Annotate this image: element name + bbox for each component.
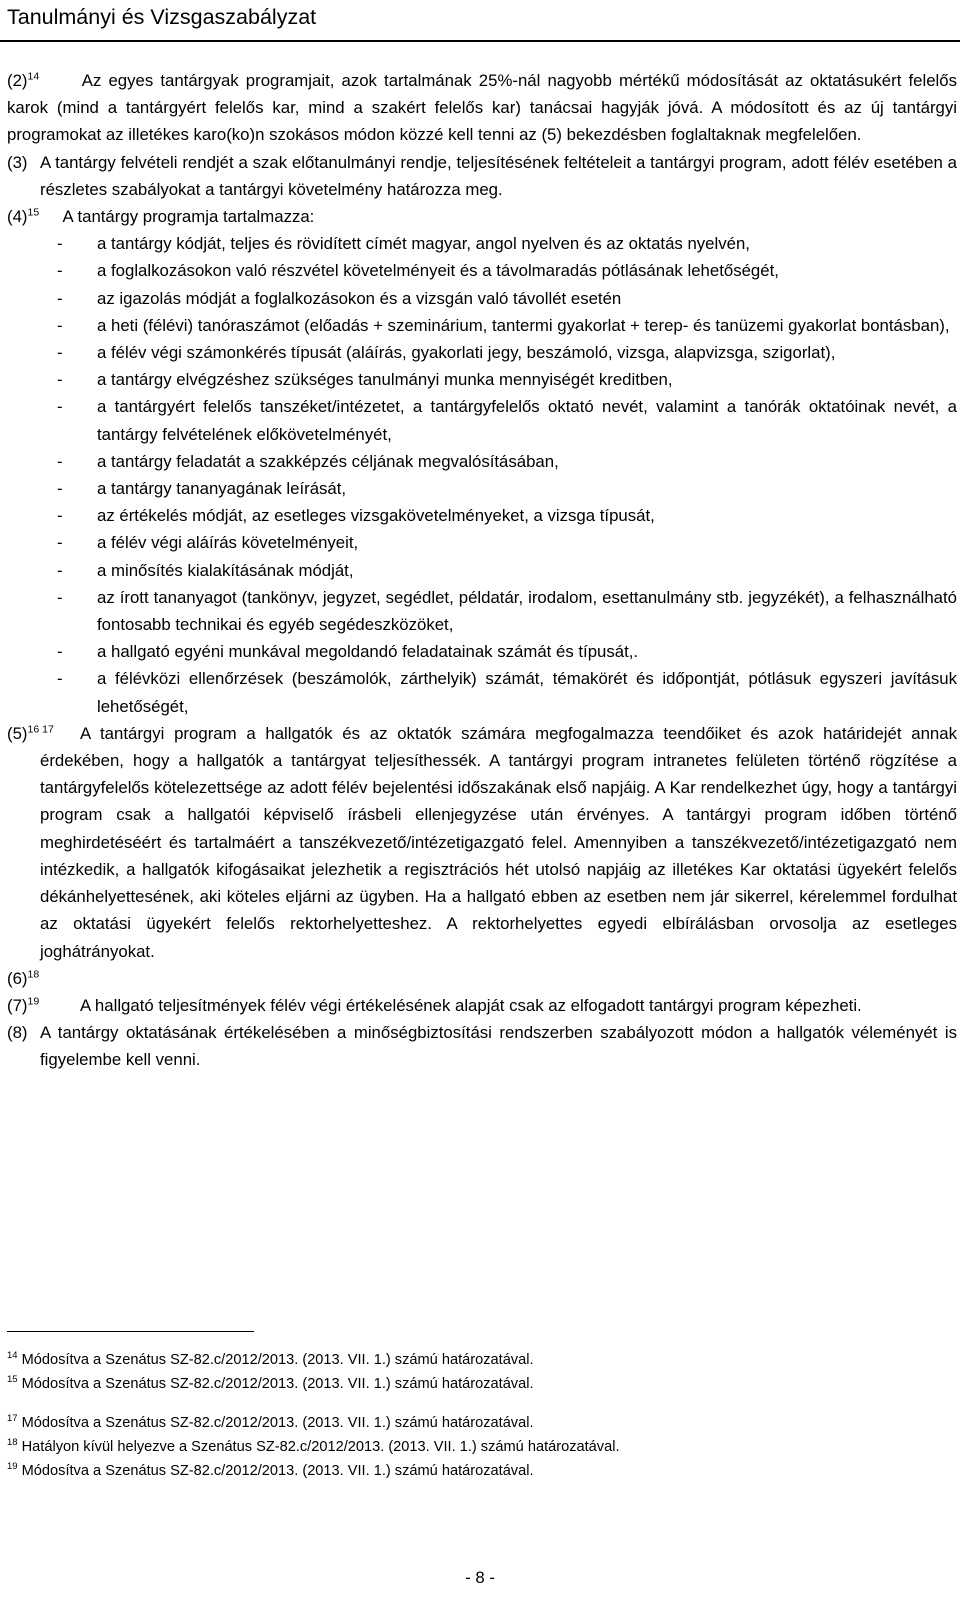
footnote-item: $^{15}$ Módosítva a Szenátus SZ-82.c/2012/2013. (2013. VII. 1.) számú határozatával. — [7, 1374, 534, 1392]
paragraph-6 — [7, 965, 957, 992]
page-header — [0, 0, 960, 42]
footnote-gap — [7, 1396, 947, 1411]
paragraph-4 — [7, 203, 957, 230]
list-item: - a foglalkozásokon való részvétel követelményeit és a távolmaradás pótlásának lehetőségét, — [57, 261, 779, 281]
paragraph-5 — [7, 720, 957, 965]
list-item: - az igazolás módját a foglalkozásokon és a vizsgán való távollét esetén — [57, 288, 622, 308]
list-item: - a félév végi aláírás követelményeit, — [57, 533, 359, 553]
paragraph-text: A tantárgy oktatásának értékelésében a minőségbiztosítási rendszerben szabályozott módon a hallgatók véleményét is figyelembe kell venni. — [40, 1023, 957, 1070]
list-item: - a tantárgy elvégzéshez szükséges tanulmányi munka mennyiségét kreditben, — [57, 370, 673, 390]
document-title: Tanulmányi és Vizsgaszabályzat — [7, 5, 317, 29]
footnote-ref[interactable]: 18 — [27, 968, 40, 981]
footnote-item: $^{14}$ Módosítva a Szenátus SZ-82.c/2012/2013. (2013. VII. 1.) számú határozatával. — [7, 1350, 534, 1368]
list-item: - a félévközi ellenőrzések (beszámolók, zárthelyik) számát, témakörét és időpontját, pótlásuk egyszeri javításuk lehetőségét, — [57, 669, 957, 716]
footnote-ref[interactable]: 19 — [27, 995, 40, 1008]
list-item: - a tantárgy tananyagának leírását, — [57, 479, 347, 499]
paragraph-3 — [7, 149, 957, 203]
footnote-item: $^{17}$ Módosítva a Szenátus SZ-82.c/2012/2013. (2013. VII. 1.) számú határozatával. — [7, 1413, 534, 1431]
footnote-item: $^{18}$ Hatályon kívül helyezve a Szenátus SZ-82.c/2012/2013. (2013. VII. 1.) számú határozatával. — [7, 1437, 620, 1455]
list-item: - a minősítés kialakításának módját, — [57, 560, 354, 580]
paragraph-number: (3) — [7, 152, 28, 172]
footnote-ref[interactable]: 14 — [27, 70, 40, 83]
paragraph-2 — [7, 67, 957, 149]
program-contents-list — [7, 230, 957, 720]
paragraph-number: (4) — [7, 207, 28, 227]
list-item: - a tantárgy feladatát a szakképzés céljának megvalósításában, — [57, 451, 559, 471]
list-item: - az értékelés módját, az esetleges vizsgakövetelményeket, a vizsga típusát, — [57, 506, 655, 526]
paragraph-number: $(5)^{16 17}$ — [7, 723, 54, 743]
footnote-separator — [7, 1331, 254, 1332]
list-item: - a félév végi számonkérés típusát (aláírás, gyakorlati jegy, beszámoló, vizsga, alapvizsga, szigorlat), — [57, 343, 836, 363]
paragraph-number: (2) — [7, 71, 28, 90]
list-item: - a tantárgy kódját, teljes és rövidített címét magyar, angol nyelven és az oktatás nyelvén, — [57, 234, 750, 254]
document-body — [7, 67, 957, 1074]
paragraph-text: A tantárgy felvételi rendjét a szak előtanulmányi rendje, teljesítésének feltételeit a tantárgyi program, adott félév esetében a részletes szabályokat a tantárgyi követelmény határozza meg. — [40, 152, 957, 199]
paragraph-text: A hallgató teljesítmények félév végi értékelésének alapját csak az elfogadott tantárgyi program képezheti. — [80, 995, 862, 1015]
list-item: - a hallgató egyéni munkával megoldandó feladatainak számát és típusát,. — [57, 642, 639, 662]
paragraph-text: A tantárgyi program a hallgatók és az oktatók számára megfogalmazza teendőiket és azok határidejét annak érdekében, hogy a hallgatók a tantárgyat teljesíthessék. A tantárgyi program intranetes felületen történő rögzítése a tantárgyfelelős kötelezettsége az adott félév bejelentési időszakának első napjáig. A Kar rendelkezhet úgy, hogy a tantárgyi program csak a hallgatói képviselő írásbeli ellenjegyzése után érvényes. A tantárgyi program időben történő meghirdetéséért és tartalmáért a tanszékvezető/intézetigazgató felel. Amennyiben a tanszékvezető/intézetigazgató nem intézkedik, a hallgatók kifogásaikat jelezhetik a regisztrációs hét utolsó napjáig az illetékes Kar oktatási ügyekért felelős dékánhelyettesének, aki köteles eljárni az ügyben. Ha a hallgató ebben az esetben nem jár sikerrel, kérelemmel fordulhat az oktatási ügyekért felelős rektorhelyetteshez. A rektorhelyettes egyedi elbírálásban orvosolja az esetleges joghátrányokat. — [40, 723, 957, 961]
paragraph-text: Az egyes tantárgyak programjait, azok tartalmának 25%-nál nagyobb mértékű módosítását az oktatásukért felelős karok (mind a tantárgyért felelős kar, mind a szakért felelős kar) tanácsai hagyják jóvá. A módosított és az új tantárgyi programokat az illetékes karo(ko)n szokásos módon közzé kell tenni az (5) bekezdésben foglaltaknak megfelelően. — [7, 71, 957, 145]
page-number: - 8 - — [465, 1568, 495, 1587]
paragraph-number: $(7)^{19}$ — [7, 995, 40, 1015]
footnote-ref[interactable]: 15 — [27, 206, 40, 219]
list-item: - a heti (félévi) tanóraszámot (előadás + szeminárium, tantermi gyakorlat + terep- és tanüzemi gyakorlat bontásban), — [57, 315, 950, 335]
paragraph-number: (6) — [7, 968, 28, 988]
footnote-item: $^{19}$ Módosítva a Szenátus SZ-82.c/2012/2013. (2013. VII. 1.) számú határozatával. — [7, 1461, 534, 1479]
list-item: - a tantárgyért felelős tanszéket/intézetet, a tantárgyfelelős oktató nevét, valamint a tanórák oktatóinak nevét, a tantárgy felvételének előkövetelményét, — [57, 397, 957, 444]
footnotes — [7, 1348, 947, 1483]
paragraph-7 — [7, 992, 957, 1019]
paragraph-lead: A tantárgy programja tartalmazza: — [62, 207, 315, 227]
list-item: - az írott tananyagot (tankönyv, jegyzet, segédlet, példatár, irodalom, esettanulmány stb. jegyzékét), a felhasználható fontosabb technikai és egyéb segédeszközöket, — [57, 587, 957, 635]
footnote-ref[interactable]: 16 17 — [27, 723, 54, 736]
paragraph-number: (8) — [7, 1023, 28, 1043]
paragraph-8 — [7, 1019, 957, 1073]
